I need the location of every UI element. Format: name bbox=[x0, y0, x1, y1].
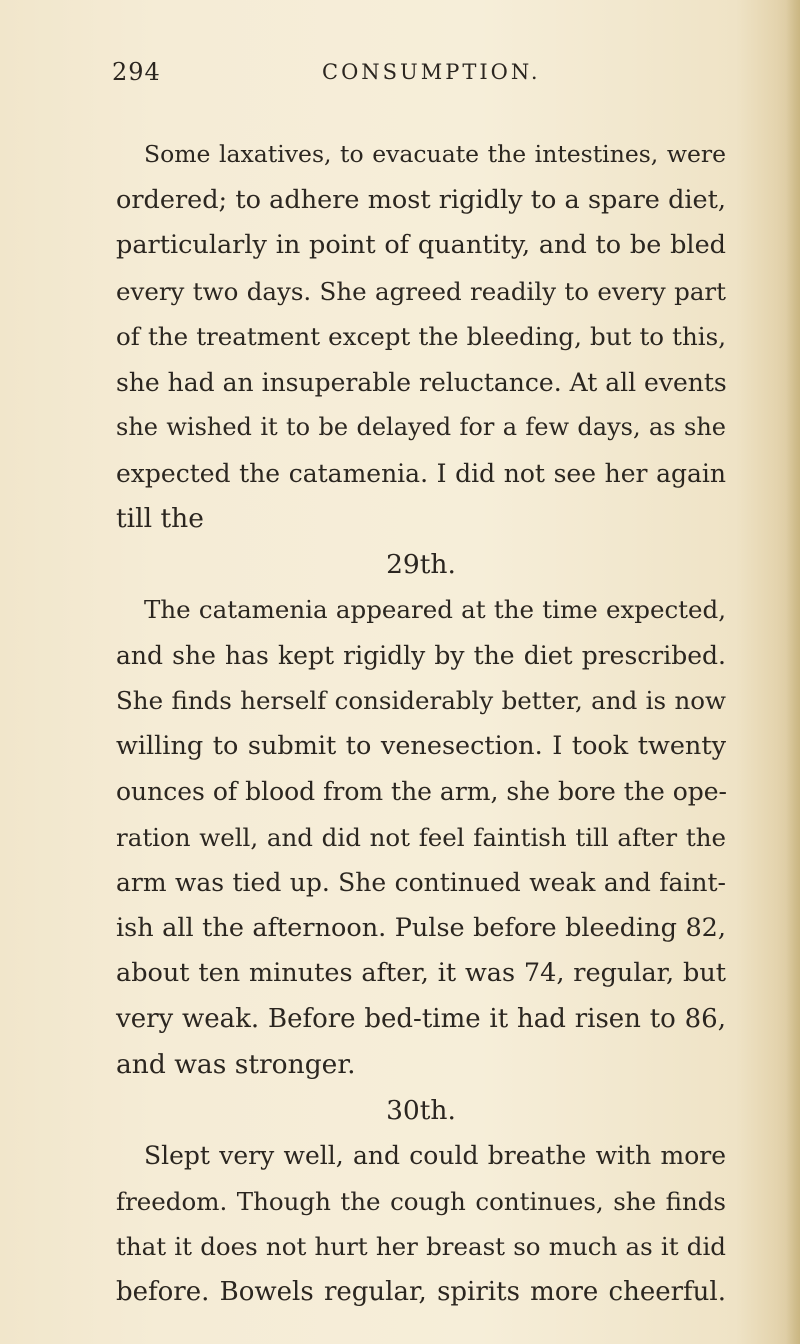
text-line: expected the catamenia. I did not see her again bbox=[116, 458, 726, 488]
text-line: about ten minutes after, it was 74, regular, but bbox=[116, 958, 726, 988]
text-line: till the bbox=[116, 503, 204, 534]
text-line: Slept very well, and could breathe with more bbox=[144, 1141, 726, 1170]
text-line: Some laxatives, to evacuate the intestines, were bbox=[144, 140, 726, 168]
body-text bbox=[116, 132, 726, 1315]
page-edge-shadow bbox=[786, 0, 800, 1344]
text-line: freedom. Though the cough continues, she finds bbox=[116, 1186, 726, 1216]
text-line: ounces of blood from the arm, she bore the ope- bbox=[116, 777, 727, 806]
page-number: 294 bbox=[112, 58, 161, 86]
text-line: of the treatment except the bleeding, but to this, bbox=[116, 322, 726, 351]
text-line: She finds herself considerably better, and is now bbox=[116, 686, 726, 715]
text-line: she had an insuperable reluctance. At all events bbox=[116, 367, 727, 397]
text-line: every two days. She agreed readily to every part bbox=[116, 276, 726, 306]
text-line: and was stronger. bbox=[116, 1049, 356, 1080]
text-line: before. Bowels regular, spirits more cheerful. bbox=[116, 1276, 726, 1307]
text-line: ration well, and did not feel faintish till after the bbox=[116, 822, 726, 852]
text-line: ordered; to adhere most rigidly to a spare diet, bbox=[116, 184, 726, 215]
text-line: that it does not hurt her breast so much as it did bbox=[116, 1232, 726, 1261]
text-line: willing to submit to venesection. I took twenty bbox=[116, 730, 726, 761]
text-line: very weak. Before bed-time it had risen to 86, bbox=[116, 1003, 726, 1034]
entry-date-heading: 29th. bbox=[386, 548, 456, 580]
entry-date-heading: 30th. bbox=[386, 1094, 456, 1126]
text-line: particularly in point of quantity, and to be bled bbox=[116, 230, 726, 260]
text-line: The catamenia appeared at the time expected, bbox=[144, 595, 726, 624]
text-line: she wished it to be delayed for a few days, as she bbox=[116, 413, 726, 441]
text-line: arm was tied up. She continued weak and faint- bbox=[116, 868, 726, 897]
text-line: ish all the afternoon. Pulse before bleeding 82, bbox=[116, 912, 726, 943]
text-line: and she has kept rigidly by the diet prescribed. bbox=[116, 640, 726, 670]
running-head bbox=[112, 58, 722, 98]
running-title: CONSUMPTION. bbox=[322, 60, 541, 84]
